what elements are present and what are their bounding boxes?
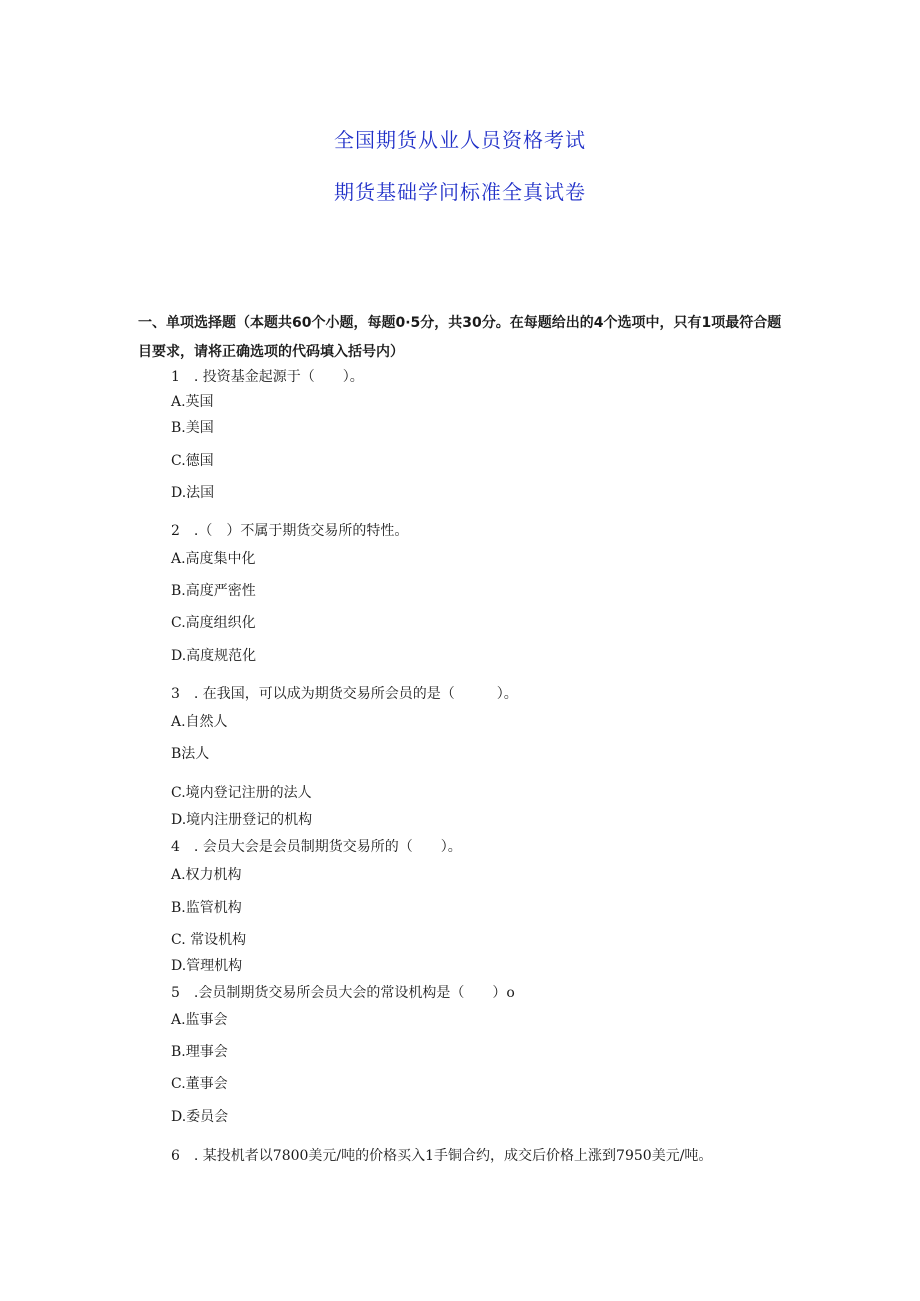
question-4-option-b: B.监管机构 [171, 900, 242, 916]
question-3-option-c: C.境内登记注册的法人 [171, 785, 312, 801]
question-4-option-d: D.管理机构 [171, 958, 243, 974]
question-1-stem: 1 . 投资基金起源于（ ）。 [171, 369, 364, 385]
question-5-option-a: A.监事会 [171, 1012, 228, 1028]
question-1-option-c: C.德国 [171, 453, 214, 469]
exam-subtitle: 期货基础学问标准全真试卷 [334, 180, 586, 204]
question-1-option-b: B.美国 [171, 420, 214, 436]
question-4-option-a: A.权力机构 [171, 867, 242, 883]
question-6-stem: 6 . 某投机者以7800美元/吨的价格买入1手铜合约，成交后价格上涨到7950美元/吨。 [171, 1148, 713, 1164]
question-3-option-a: A.自然人 [171, 714, 228, 730]
question-2-option-b: B.高度严密性 [171, 583, 256, 599]
question-2-option-a: A.高度集中化 [171, 551, 256, 567]
question-2-stem: 2 .（ ）不属于期货交易所的特性。 [171, 523, 409, 539]
question-5-option-d: D.委员会 [171, 1109, 229, 1125]
question-4-option-c: C. 常设机构 [171, 932, 247, 948]
question-1-option-a: A.英国 [171, 394, 214, 410]
question-2-option-c: C.高度组织化 [171, 615, 256, 631]
exam-title: 全国期货从业人员资格考试 [334, 128, 586, 152]
question-3-option-d: D.境内注册登记的机构 [171, 812, 313, 828]
question-4-stem: 4 . 会员大会是会员制期货交易所的（ ）。 [171, 839, 462, 855]
question-5-option-c: C.董事会 [171, 1076, 228, 1092]
question-3-stem: 3 . 在我国，可以成为期货交易所会员的是（ ）。 [171, 686, 518, 702]
question-3-option-b: B法人 [171, 746, 210, 762]
question-1-option-d: D.法国 [171, 485, 215, 501]
question-2-option-d: D.高度规范化 [171, 648, 257, 664]
section-heading: 一、单项选择题（本题共60个小题，每题0·5分，共30分。在每题给出的4个选项中，只有1项最符合题目要求，请将正确选项的代码填入括号内） [138, 315, 782, 360]
question-5-stem: 5 .会员制期货交易所会员大会的常设机构是（ ）o [171, 985, 515, 1001]
question-5-option-b: B.理事会 [171, 1044, 228, 1060]
